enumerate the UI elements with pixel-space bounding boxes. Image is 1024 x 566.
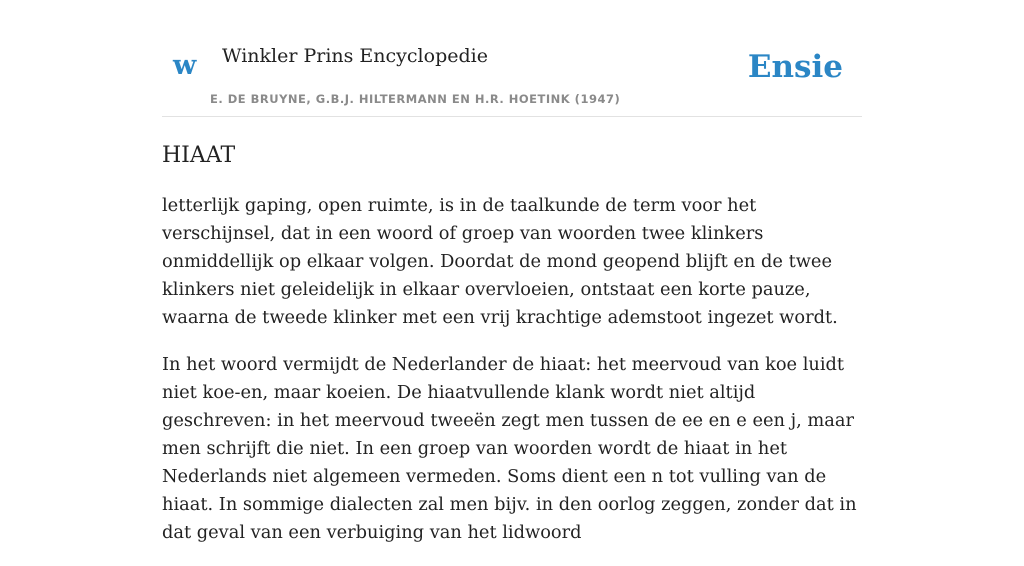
entry-title: HIAAT: [162, 143, 236, 168]
source-authors: E. DE BRUYNE, G.B.J. HILTERMANN EN H.R. HOETINK (1947): [210, 92, 621, 106]
source-header: [162, 0, 862, 117]
ensie-logo[interactable]: Ensie: [747, 49, 843, 85]
source-title[interactable]: Winkler Prins Encyclopedie: [222, 45, 488, 67]
article-body: [162, 192, 862, 566]
winkler-prins-logo[interactable]: w: [173, 50, 197, 81]
article-paragraph: In het woord vermijdt de Nederlander de hiaat: het meervoud van koe luidt niet koe-en, maar koeien. De hiaatvullende klank wordt niet altijd geschreven: in het meervoud tweeën zegt men tussen de ee en e een j, maar men schrijft die niet. In een groep van woorden wordt de hiaat in het Nederlands niet algemeen vermeden. Soms dient een n tot vulling van de hiaat. In sommige dialecten zal men bijv. in den oorlog zeggen, zonder dat in dat geval van een verbuiging van het lidwoord: [162, 354, 857, 543]
article-paragraph: letterlijk gaping, open ruimte, is in de taalkunde de term voor het verschijnsel, dat in een woord of groep van woorden twee klinkers onmiddellijk op elkaar volgen. Doordat de mond geopend blijft en de twee klinkers niet geleidelijk in elkaar overvloeien, ontstaat een korte pauze, waarna de tweede klinker met een vrij krachtige ademstoot ingezet wordt.: [162, 195, 838, 328]
